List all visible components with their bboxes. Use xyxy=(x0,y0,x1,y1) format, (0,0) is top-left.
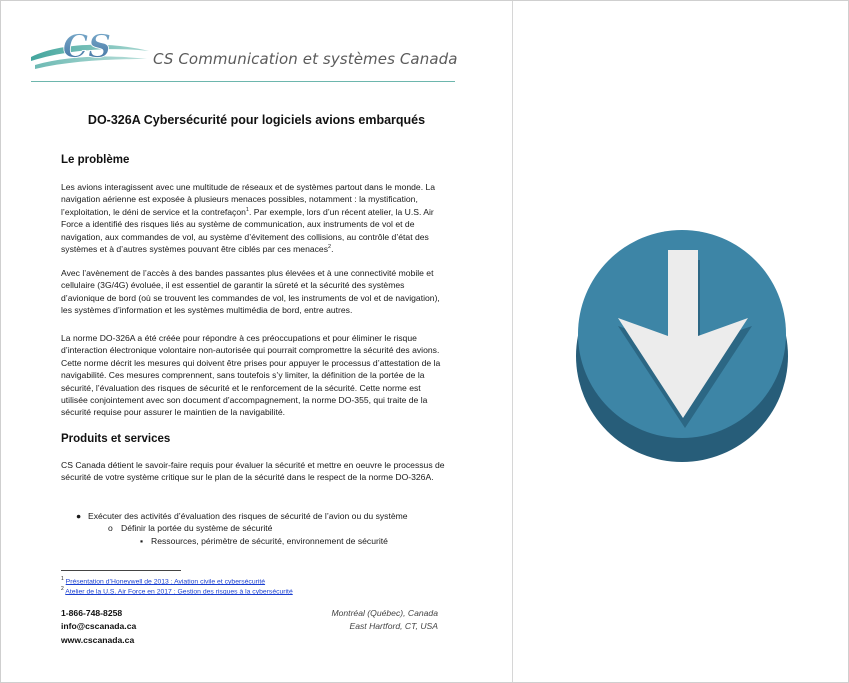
bullet-disc-icon: ● xyxy=(76,511,82,521)
list-item-text: Définir la portée du système de sécurité xyxy=(121,523,273,534)
cs-logo xyxy=(29,27,151,75)
contact-email: info@cscanada.ca xyxy=(61,621,137,632)
footnote-ref: 2 xyxy=(328,244,332,251)
address-montreal: Montréal (Québec), Canada xyxy=(331,608,438,618)
logo-lettering: CS xyxy=(62,27,112,65)
contact-block xyxy=(61,607,136,647)
paragraph-3: La norme DO-326A a été créée pour répondre à ces préoccupations et pour éliminer le risque d’interaction électronique volontaire non-autorisée qui pourrait compromettre la sécurité des avions. Cette norme décrit les mesures qui doivent être prises pour appuyer le processus d’attestation de la navigabilité. Ces mesures comprennent, sans toutefois s’y limiter, la définition de la portée de la sécurité, l’évaluation des risques de sécurité et le renforcement de la sécurité. Cette norme est utilisée conjointement avec son document d’accompagnement, la norme DO-355, qui traite de la sécurité requise pour assurer le maintien de la navigabilité. xyxy=(61,333,441,418)
company-name: CS Communication et systèmes Canada xyxy=(153,50,458,68)
list-item-text: Ressources, périmètre de sécurité, environnement de sécurité xyxy=(151,535,388,546)
bullet-list xyxy=(61,510,461,547)
header-rule xyxy=(31,81,455,82)
pane-divider xyxy=(512,1,513,682)
footnote-ref: 1 xyxy=(245,206,249,213)
footnote-1: $^1$ Présentation d’Honeywell de 2013 : Aviation civile et cybersécurité xyxy=(61,576,266,586)
document-page xyxy=(1,1,512,682)
list-item xyxy=(61,522,461,534)
contact-phone: 1-866-748-8258 xyxy=(61,608,123,618)
footnote-link-1[interactable]: Présentation d’Honeywell de 2013 : Aviation civile et cybersécurité xyxy=(65,578,266,586)
list-item xyxy=(61,535,461,547)
bullet-square-icon: ▪ xyxy=(140,535,144,546)
document-title: DO-326A Cybersécurité pour logiciels avions embarqués xyxy=(87,113,426,127)
addresses-block xyxy=(331,607,438,634)
list-item xyxy=(61,510,461,522)
download-arrow-icon[interactable] xyxy=(576,226,790,466)
contact-website: www.cscanada.ca xyxy=(61,634,135,645)
paragraph-1: Les avions interagissent avec une multitude de réseaux et de systèmes partout dans le monde. La navigation aérienne est exposée à plusieurs menaces possibles, notamment : la mystification, l’exploitation, le déni de service et la contrefaçon$^1$. Par exemple, lors d’un récent atelier, la U.S. Air Force a identifié des risques liés au système de communication, aux instruments de vol et de navigation, aux commandes de vol, au système d’évitement des collisions, au contrôle d’état des systèmes et à d’autres systèmes pouvant être ciblés par ces menaces$^2$. xyxy=(61,182,436,255)
footnote-rule xyxy=(61,570,181,571)
footnote-link-2[interactable]: Atelier de la U.S. Air Force en 2017 : Gestion des risques à la cybersécurité xyxy=(65,588,293,596)
bullet-circle-icon: o xyxy=(108,523,113,534)
address-east-hartford: East Hartford, CT, USA xyxy=(349,621,438,632)
list-item-text: Exécuter des activités d’évaluation des risques de sécurité de l’avion ou du système xyxy=(88,511,408,521)
paragraph-4: CS Canada détient le savoir-faire requis pour évaluer la sécurité et mettre en oeuvre le processus de sécurité de votre système critique sur le plan de la sécurité dans le respect de la norme DO-326A. xyxy=(61,460,445,483)
footnote-2: $^2$ Atelier de la U.S. Air Force en 2017 : Gestion des risques à la cybersécurité xyxy=(61,586,293,596)
section-heading-produits: Produits et services xyxy=(61,433,171,445)
section-heading-probleme: Le problème xyxy=(61,154,130,166)
paragraph-2: Avec l’avènement de l’accès à des bandes passantes plus élevées et à une connectivité mobile et cellulaire (3G/4G) évoluée, il est essentiel de garantir la sûreté et la sécurité des systèmes d’avionique de bord (où se trouvent les commandes de vol, les instruments de vol et de navigation), les systèmes d’information et les systèmes multimédia de bord, entre autres. xyxy=(61,268,440,316)
